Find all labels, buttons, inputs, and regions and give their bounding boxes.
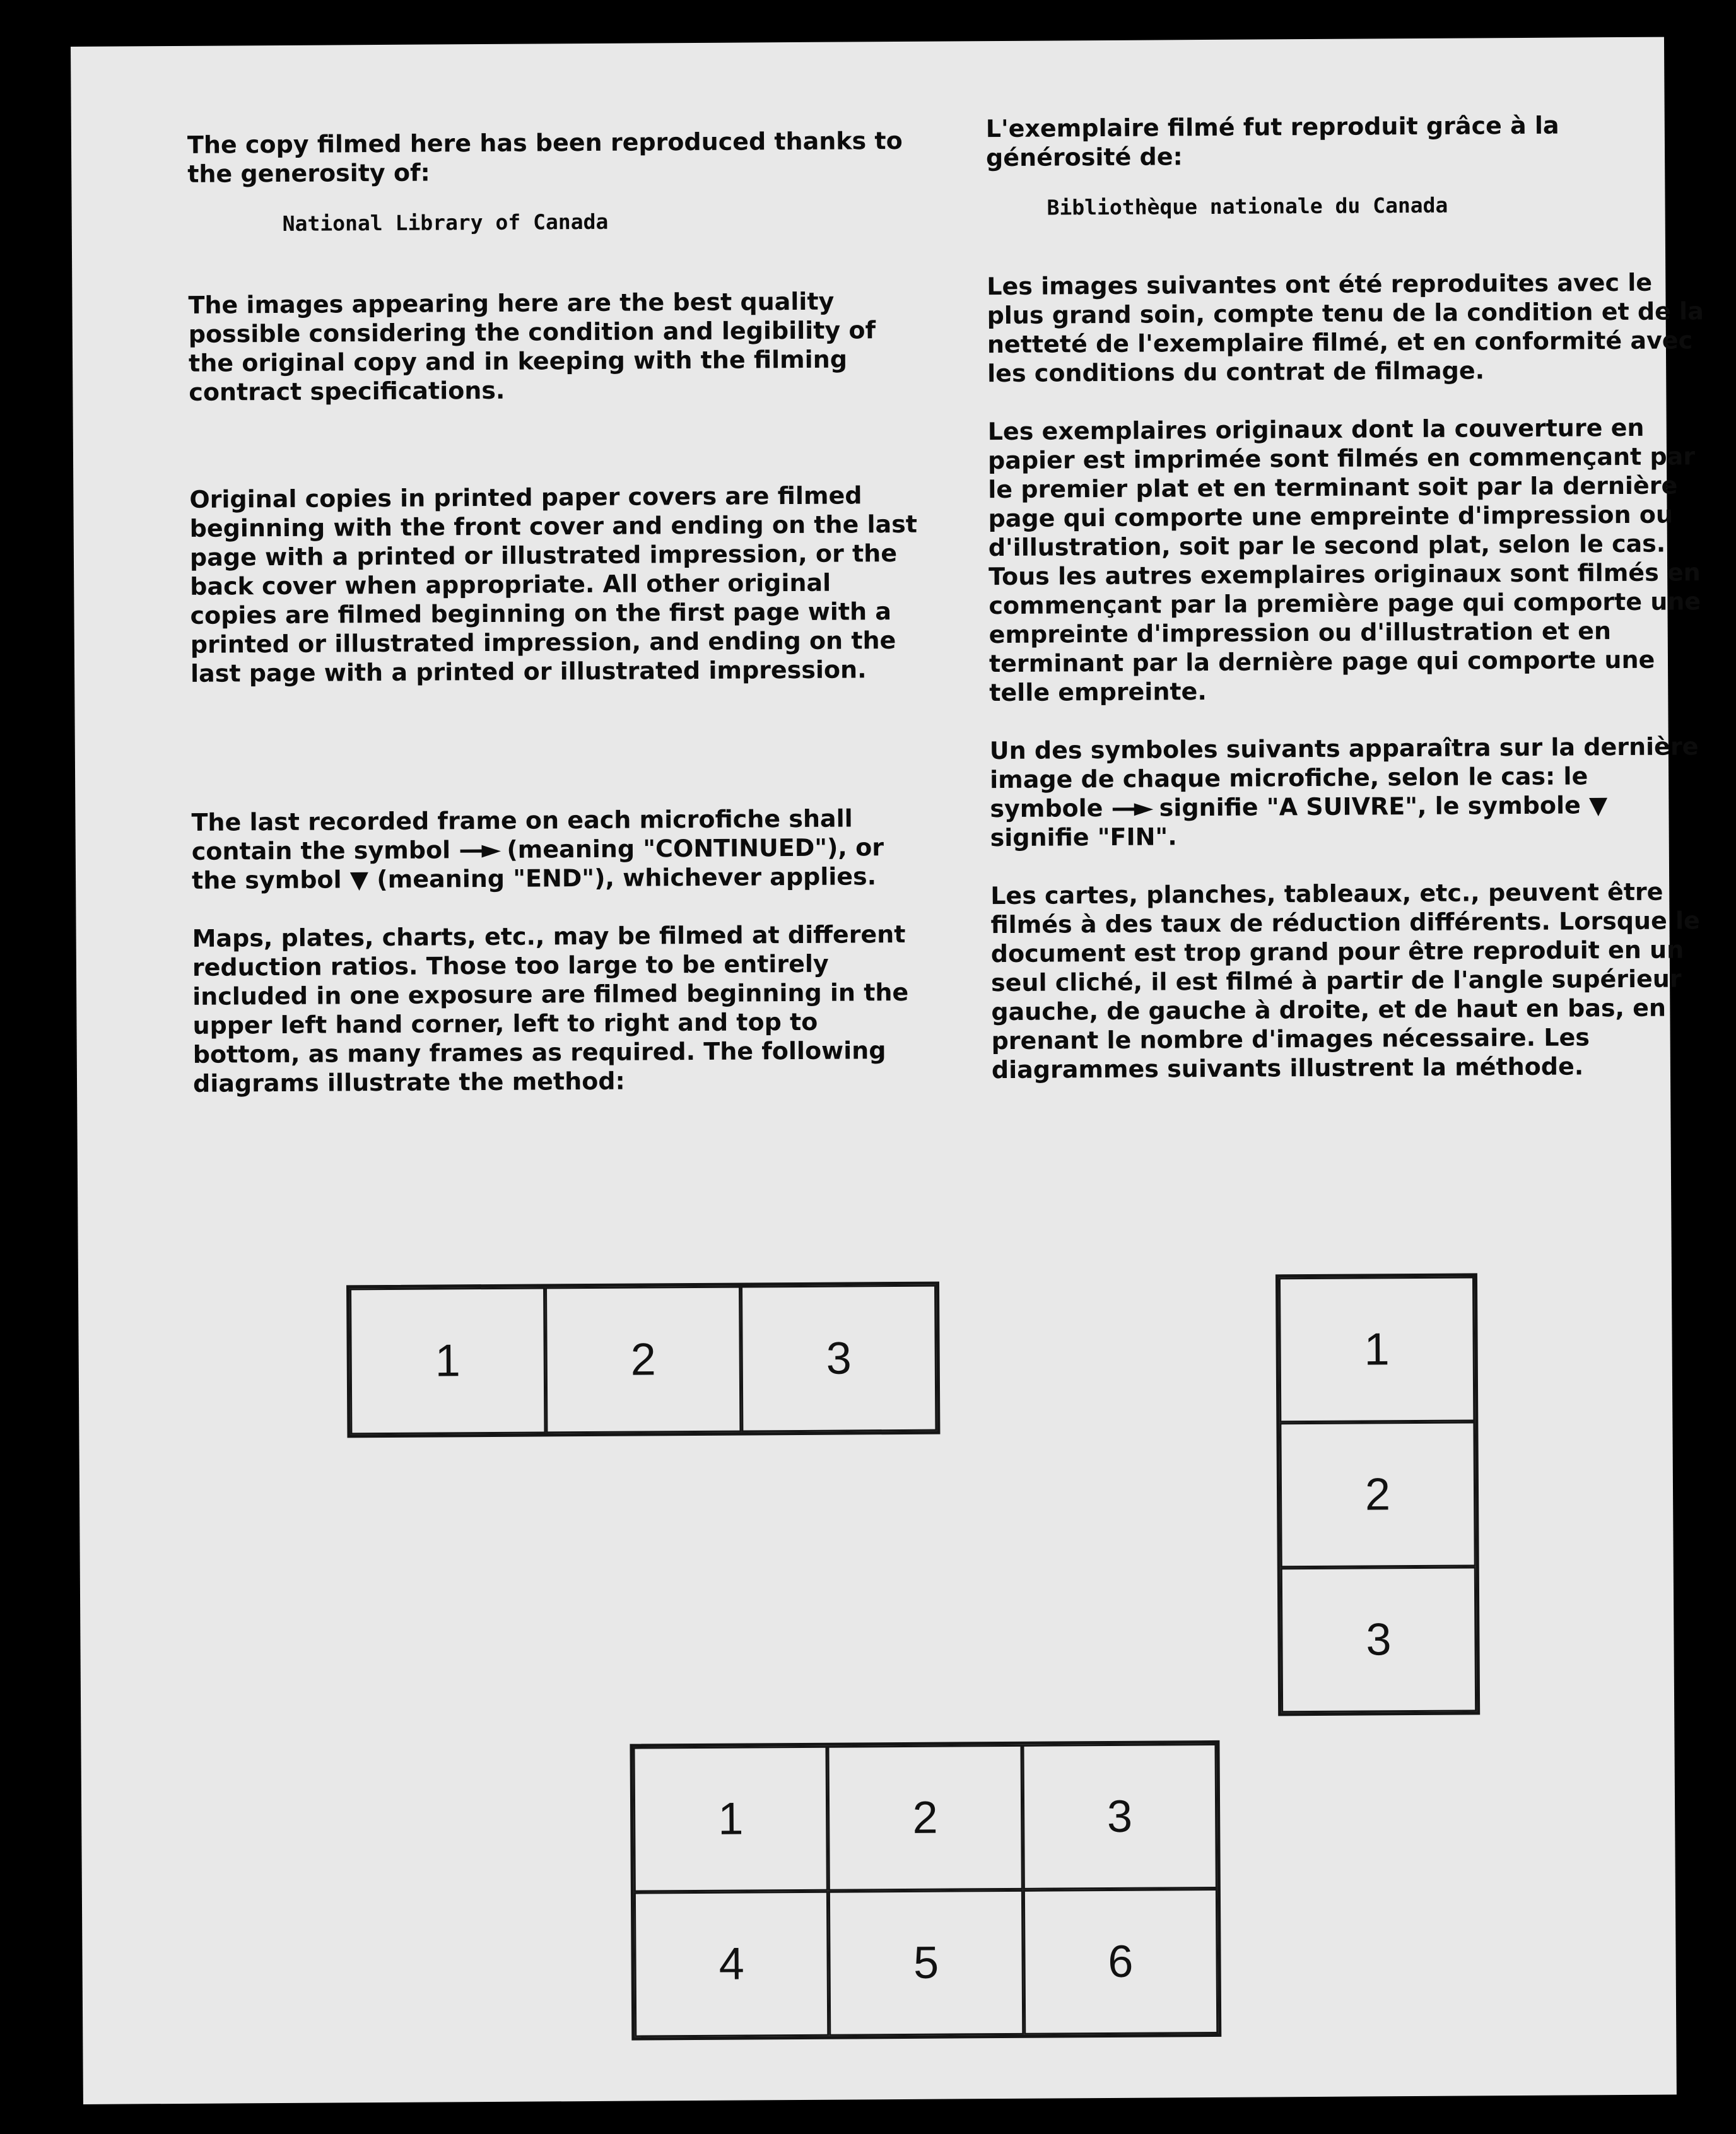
originals-paragraph-en: Original copies in printed paper covers are filmed beginning with the front cover and ending on the last page with a printed or illustrated impression, or the back cover when appropriate. All other original copies are filmed beginning on the first page with a printed or illustrated impression, and ending on the last page with a printed or illustrated impression.: [189, 481, 918, 688]
library-name-en: National Library of Canada: [282, 209, 609, 236]
frame-cell: 1: [1279, 1276, 1475, 1422]
frame-cell: 4: [634, 1891, 830, 2037]
library-name-fr: Bibliothèque nationale du Canada: [1047, 192, 1448, 220]
document-page: [71, 37, 1704, 2104]
symbols-paragraph-en: [191, 804, 924, 895]
symbols-text-c-en: (meaning "END"), whichever applies.: [377, 862, 877, 894]
quality-paragraph-fr: Les images suivantes ont été reproduites avec le plus grand soin, compte tenu de la condition et de la netteté de l'exemplaire filmé, et en conformité avec les conditions du contrat de filmage.: [987, 268, 1704, 388]
frame-cell: 3: [1281, 1566, 1477, 1713]
french-column: [986, 110, 1711, 1084]
symbols-text-a-en: The last recorded frame on each microfiche shall contain the symbol: [191, 804, 853, 865]
frame-cell: 1: [349, 1287, 546, 1434]
vertical-frames-diagram: [1276, 1273, 1480, 1716]
maps-paragraph-fr: Les cartes, planches, tableaux, etc., peuvent être filmés à des taux de réduction différents. Lorsque le document est trop grand pour être reproduit en un seul cliché, il est filmé à partir de l'angle supérieur gauche, de gauche à droite, et de haut en bas, en prenant le nombre d'images nécessaire. Les diagrammes suivants illustrent la méthode.: [990, 877, 1700, 1084]
symbols-text-b-en: (meaning "CONTINUED"), or the symbol: [191, 833, 884, 894]
continued-arrow-icon: —►: [459, 835, 499, 865]
frame-cell: 2: [545, 1286, 741, 1434]
frame-cell: 2: [828, 1745, 1023, 1891]
symbols-text-a-fr: Un des symboles suivants apparaîtra sur la dernière image de chaque microfiche, selon le cas: le symbole: [989, 732, 1699, 823]
horizontal-frames-diagram: [346, 1282, 940, 1438]
end-triangle-icon: ▼: [349, 865, 369, 894]
symbols-text-c-fr: signifie "FIN".: [990, 823, 1177, 852]
english-column: [187, 126, 925, 1098]
frame-cell: 6: [1023, 1889, 1219, 2035]
originals-paragraph-fr: Les exemplaires originaux dont la couverture en papier est imprimée sont filmés en commençant par le premier plat et en terminant soit par la dernière page qui comporte une empreinte d'impression ou d'illustration, soit par le second plat, selon le cas. Tous les autres exemplaires originaux sont filmés en commençant par la première page qui comporte une empreinte d'impression ou d'illustration et en terminant par la dernière page qui comporte une telle empreinte.: [987, 413, 1701, 707]
grid-frames-diagram: [630, 1740, 1221, 2041]
frame-cell: 3: [1022, 1744, 1217, 1890]
symbols-paragraph-fr: [990, 732, 1710, 852]
end-triangle-icon: ▼: [1588, 791, 1608, 819]
symbols-text-b-fr: signifie "A SUIVRE", le symbole: [1159, 791, 1581, 822]
intro-text-en: The copy filmed here has been reproduced thanks to the generosity of:: [187, 126, 903, 188]
intro-text-fr: L'exemplaire filmé fut reproduit grâce à la générosité de:: [985, 111, 1559, 172]
quality-paragraph-en: The images appearing here are the best quality possible considering the condition and legibility of the original copy and in keeping with the filming contract specifications.: [188, 287, 876, 406]
frame-cell: 5: [828, 1890, 1024, 2036]
continued-arrow-icon: —►: [1111, 793, 1151, 823]
frame-cell: 2: [1279, 1421, 1475, 1568]
maps-paragraph-en: Maps, plates, charts, etc., may be filmed at different reduction ratios. Those too large to be entirely included in one exposure are filmed beginning in the upper left hand corner, left to right and top to bottom, as many frames as required. The following diagrams illustrate the method:: [192, 920, 909, 1098]
frame-cell: 3: [741, 1285, 937, 1433]
frame-cell: 1: [633, 1746, 828, 1892]
